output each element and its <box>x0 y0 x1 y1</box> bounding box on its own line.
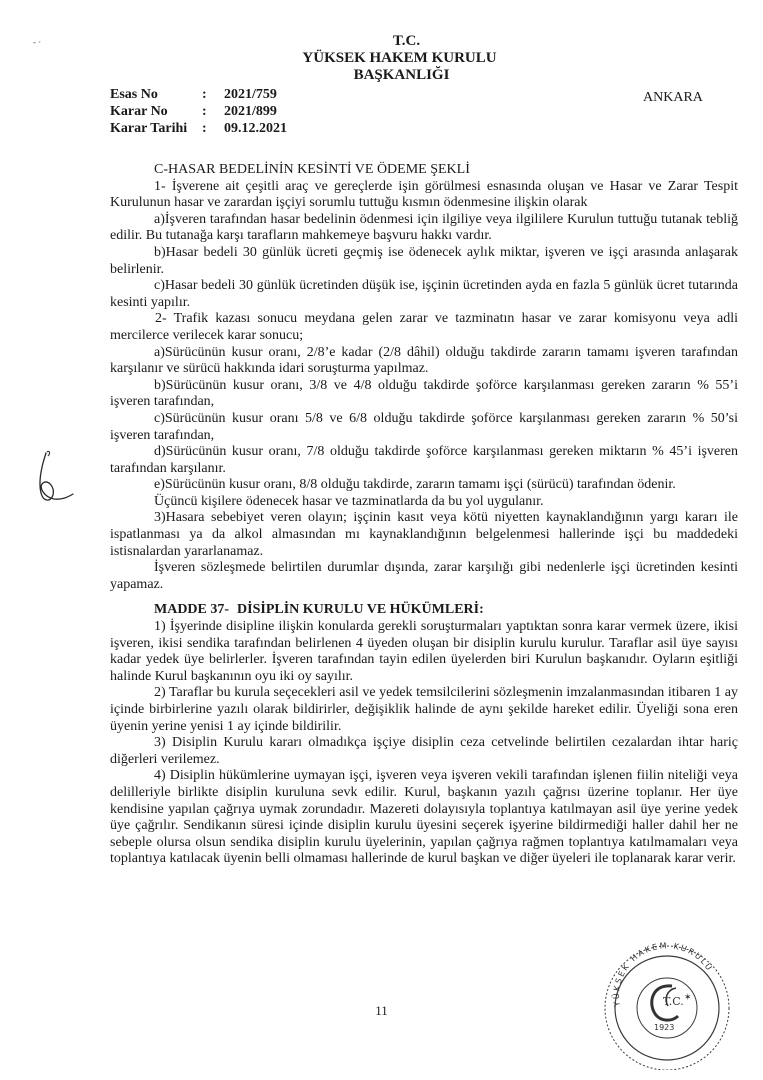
section-c-p4: İşveren sözleşmede belirtilen durumlar dışında, zarar karşılığı gibi nedenlerle işçi ücretinden kesinti yapamaz. <box>110 560 738 592</box>
madde-37-p2: 2) Taraflar bu kurula seçecekleri asil ve yedek temsilcilerini sözleşmenin imzalanmasından itibaren 1 ay içinde birbirlerine yazılı olarak bildirirler, değişiklik halinde de aynı şekilde hareket edilir. Üyeliği sona eren üyenin yerine yenisi 1 ay içinde bildirilir. <box>110 685 738 734</box>
stamp-center-text: T.C. <box>663 995 684 1008</box>
section-c-p2f: Üçüncü kişilere ödenecek hasar ve tazminatlarda da bu yol uygulanır. <box>154 493 544 509</box>
section-c-p2c: c)Sürücünün kusur oranı 5/8 ve 6/8 olduğu takdirde şoförce karşılanması gereken zararın % 50’si işveren tarafından, <box>110 410 738 443</box>
section-c-p2e: e)Sürücünün kusur oranı, 8/8 olduğu takdirde, zararın tamamı işçi (sürücü) tarafından ödenir. <box>154 477 676 493</box>
karar-colon: : <box>202 104 207 119</box>
madde-37-title: DİSİPLİN KURULU VE HÜKÜMLERİ: <box>237 602 484 618</box>
section-c-p1c: c)Hasar bedeli 30 günlük ücretinden düşük ise, işçinin ücretinden ayda en fazla 5 günlük ücret tutarında kesinti yapılır. <box>110 278 738 310</box>
document-body <box>110 162 738 868</box>
scan-mark: ‐ · <box>33 37 42 47</box>
stamp-outer-text: YÜKSEK HAKEM KURULU <box>611 941 715 1008</box>
case-meta <box>110 86 287 137</box>
madde-37-p3: 3) Disiplin Kurulu kararı olmadıkça işçiye disiplin ceza cetvelinde belirtilen cezalardan ihtar hariç diğerleri verilemez. <box>110 735 738 767</box>
section-c-title: C-HASAR BEDELİNİN KESİNTİ VE ÖDEME ŞEKLİ <box>154 162 470 177</box>
page-number: 11 <box>375 1003 388 1018</box>
madde-37-p4: 4) Disiplin hükümlerine uymayan işçi, işveren veya işveren vekili tarafından işlenen fiilin niteliği veya delilleriyle birlikte disiplin kuruluna sevk edilir. Kurul, başkanın yazılı çağrısı üzerine toplanır. Her üye kendisine yapılan çağrıya uymak zorundadır. Mazereti dolayısıyla toplantıya katılmayan asil üye yerine yedek üye çağrılır. Sendikanın süresi içinde disiplin kurulu üyesini seçerek işyerine bildirmediği haller dahil her ne sebeple olursa olsun sendika disiplin kurulu üyelerinin, yapılan çağrıya rağmen toplantıya katılmamaları veya toplantıya katılacak üyenin belli olmaması hallerinde de kurul başkan ve diğer üyeleri ile toplanarak karar verir. <box>110 768 738 867</box>
section-c-p1: 1- İşverene ait çeşitli araç ve gereçlerde işin görülmesi esnasında oluşan ve Hasar ve Zarar Tespit Kurulunun hasar ve zarardan işçiyi sorumlu tuttuğu kısmın ödenmesine ilişkin olarak <box>110 178 738 211</box>
esas-value: 2021/759 <box>224 87 277 102</box>
karar-label: Karar No <box>110 104 168 119</box>
esas-row <box>110 86 287 103</box>
esas-label: Esas No <box>110 87 158 102</box>
header-institution: YÜKSEK HAKEM KURULU <box>302 50 497 66</box>
karar-row <box>110 103 287 120</box>
tarih-label: Karar Tarihi <box>110 121 188 136</box>
section-c-p1b: b)Hasar bedeli 30 günlük ücreti geçmiş ise ödenecek aylık miktar, işveren ve işçi arasında anlaşarak belirlenir. <box>110 244 738 277</box>
header-department: BAŞKANLIĞI <box>353 67 450 83</box>
madde-37-number: MADDE 37- <box>154 602 230 618</box>
madde-37-heading <box>154 602 738 619</box>
stamp-year: 1923 <box>654 1023 675 1032</box>
section-c-p2a: a)Sürücünün kusur oranı, 2/8’e kadar (2/8 dâhil) olduğu takdirde zararın tamamı işveren tarafından karşılanır ve sürücü hakkında idari soruşturma yapılmaz. <box>110 344 738 377</box>
esas-colon: : <box>202 87 207 102</box>
madde-37-p1: 1) İşyerinde disipline ilişkin konularda gerekli soruşturmaları yaptıktan sonra karar vermek üzere, ikisi işveren, ikisi sendika tarafından belirlenen 4 üyeden oluşan bir disiplin kurulu kurulur. Taraflar asil üye sayısı kadar yedek üye belirlerler. İşveren tarafından tayin edilen üyelerden biri Kurulun başkanıdır. Oyların eşitliği halinde Kurul başkanının oyu iki oy sayılır. <box>110 619 738 684</box>
section-c-p1a: a)İşveren tarafından hasar bedelinin ödenmesi için ilgiliye veya ilgililere Kurulun tuttuğu tutanak tebliğ edilir. Bu tutanağa karşı tarafların mahkemeye başvuru hakkı vardır. <box>110 211 738 244</box>
tarih-value: 09.12.2021 <box>224 121 287 136</box>
city-label: ANKARA <box>643 90 703 105</box>
tarih-row <box>110 120 287 137</box>
handwritten-initial-signature <box>32 447 76 509</box>
header-tc: T.C. <box>392 33 421 49</box>
section-c-p2b: b)Sürücünün kusur oranı, 3/8 ve 4/8 olduğu takdirde şoförce karşılanması gereken zararın % 55’i işveren tarafından, <box>110 377 738 410</box>
official-seal-stamp <box>592 930 742 1070</box>
section-c-p3: 3)Hasara sebebiyet veren olayın; işçinin kasıt veya kötü niyetten kaynaklandığının yargı kararı ile ispatlanması ya da alkol almasından mı kaynaklandığının belgelenmesi hallerinde işçi bu maddedeki istisnalardan yararlanamaz. <box>110 510 738 559</box>
stamp-star-icon: ✶ <box>684 993 692 1003</box>
tarih-colon: : <box>202 121 207 136</box>
section-c-p2d: d)Sürücünün kusur oranı, 7/8 olduğu takdirde şoförce karşılanması gereken miktarın % 45’i işveren tarafından karşılanır. <box>110 444 738 476</box>
karar-value: 2021/899 <box>224 104 277 119</box>
section-c-p2: 2- Trafik kazası sonucu meydana gelen zarar ve tazminatın hasar ve zarar komisyonu veya adli mercilerce verilecek karar sonucu; <box>110 311 738 343</box>
